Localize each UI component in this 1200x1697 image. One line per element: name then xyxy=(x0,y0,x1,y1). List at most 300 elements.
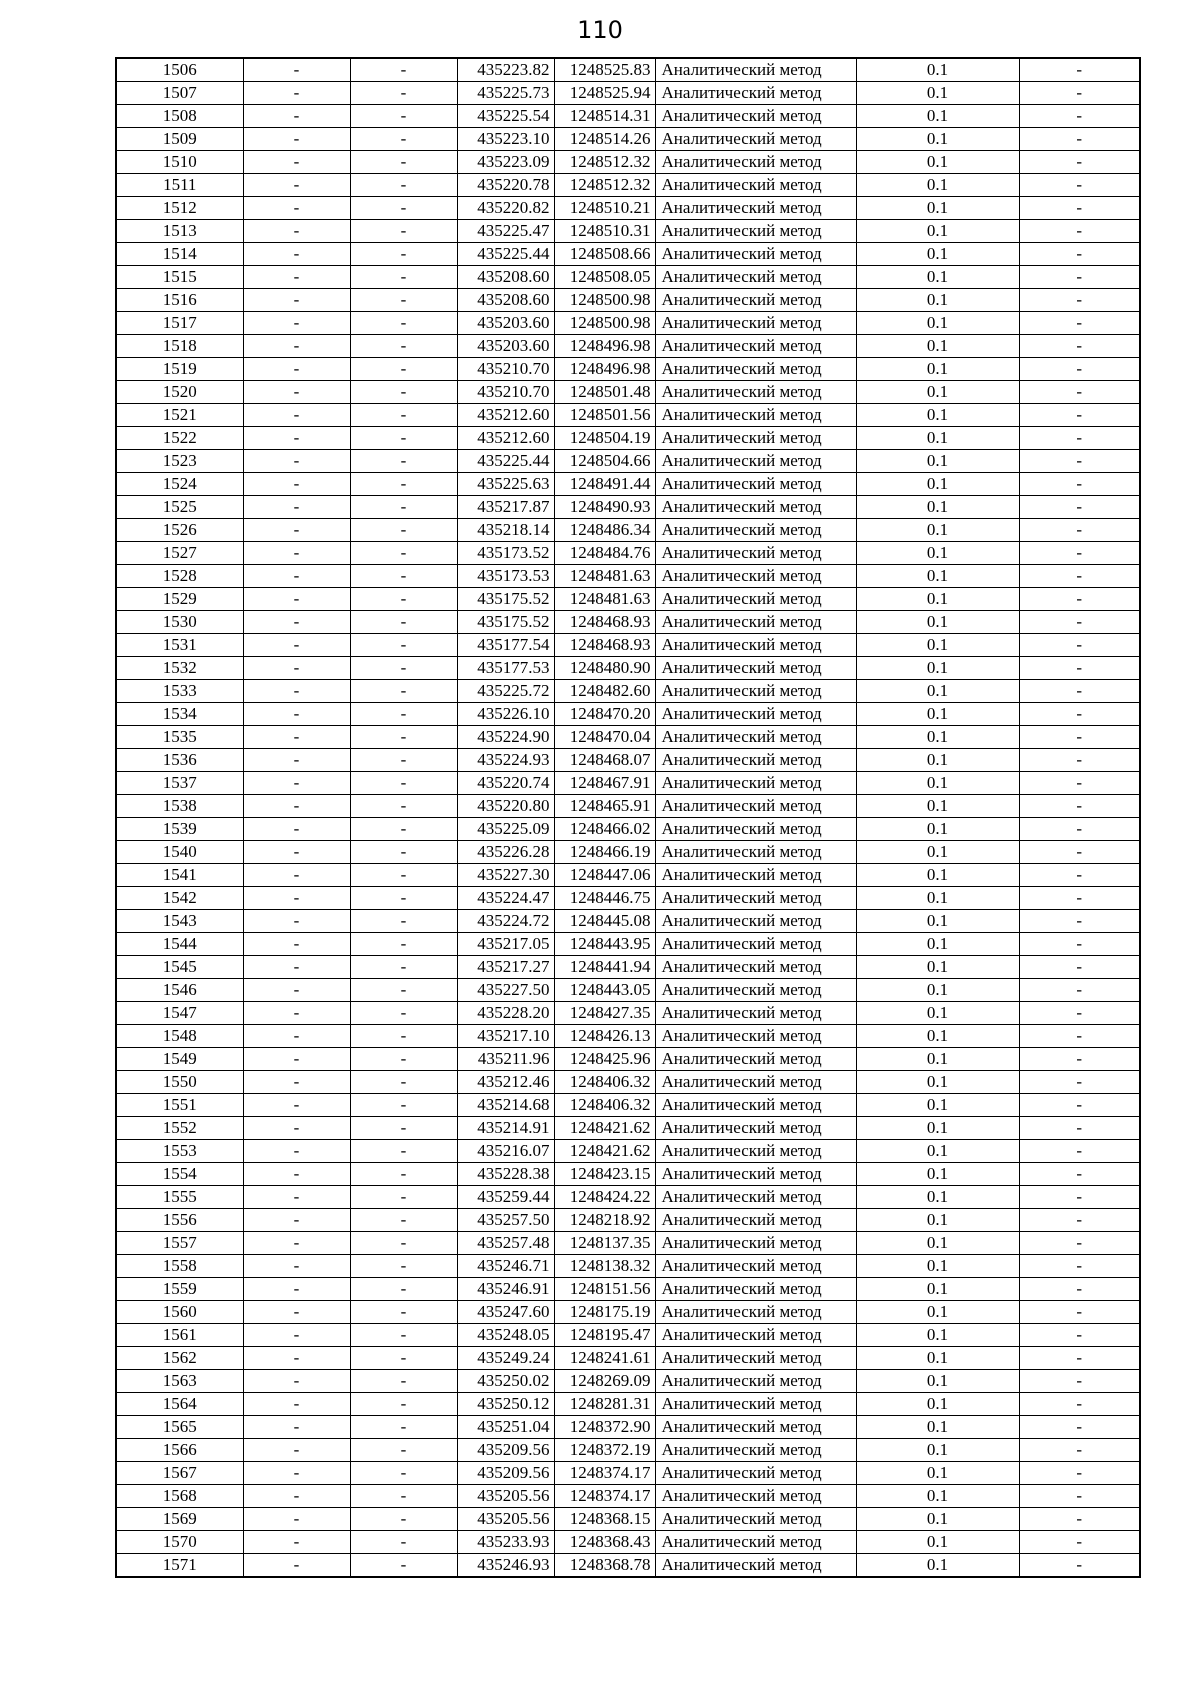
col3-cell: - xyxy=(350,1071,457,1094)
y-coordinate-cell: 1248514.31 xyxy=(554,105,655,128)
col3-cell: - xyxy=(350,289,457,312)
table-row xyxy=(116,197,1140,220)
method-cell: Аналитический метод xyxy=(655,243,856,266)
y-coordinate-cell: 1248496.98 xyxy=(554,335,655,358)
accuracy-cell: 0.1 xyxy=(856,289,1019,312)
point-number-cell: 1523 xyxy=(116,450,243,473)
accuracy-cell: 0.1 xyxy=(856,450,1019,473)
x-coordinate-cell: 435218.14 xyxy=(457,519,554,542)
last-col-cell: - xyxy=(1019,1186,1140,1209)
col2-cell: - xyxy=(243,473,350,496)
method-cell: Аналитический метод xyxy=(655,1370,856,1393)
last-col-cell: - xyxy=(1019,910,1140,933)
last-col-cell: - xyxy=(1019,519,1140,542)
col3-cell: - xyxy=(350,266,457,289)
last-col-cell: - xyxy=(1019,1485,1140,1508)
method-cell: Аналитический метод xyxy=(655,657,856,680)
last-col-cell: - xyxy=(1019,1301,1140,1324)
col2-cell: - xyxy=(243,1209,350,1232)
col3-cell: - xyxy=(350,1163,457,1186)
x-coordinate-cell: 435225.54 xyxy=(457,105,554,128)
accuracy-cell: 0.1 xyxy=(856,1117,1019,1140)
y-coordinate-cell: 1248468.07 xyxy=(554,749,655,772)
y-coordinate-cell: 1248441.94 xyxy=(554,956,655,979)
table-row xyxy=(116,335,1140,358)
last-col-cell: - xyxy=(1019,1508,1140,1531)
x-coordinate-cell: 435226.28 xyxy=(457,841,554,864)
method-cell: Аналитический метод xyxy=(655,818,856,841)
last-col-cell: - xyxy=(1019,772,1140,795)
y-coordinate-cell: 1248368.78 xyxy=(554,1554,655,1578)
col2-cell: - xyxy=(243,312,350,335)
point-number-cell: 1534 xyxy=(116,703,243,726)
table-row xyxy=(116,1485,1140,1508)
accuracy-cell: 0.1 xyxy=(856,58,1019,82)
col3-cell: - xyxy=(350,197,457,220)
last-col-cell: - xyxy=(1019,795,1140,818)
col3-cell: - xyxy=(350,1462,457,1485)
col3-cell: - xyxy=(350,910,457,933)
point-number-cell: 1517 xyxy=(116,312,243,335)
x-coordinate-cell: 435224.47 xyxy=(457,887,554,910)
y-coordinate-cell: 1248151.56 xyxy=(554,1278,655,1301)
accuracy-cell: 0.1 xyxy=(856,588,1019,611)
table-row xyxy=(116,542,1140,565)
last-col-cell: - xyxy=(1019,680,1140,703)
method-cell: Аналитический метод xyxy=(655,956,856,979)
method-cell: Аналитический метод xyxy=(655,197,856,220)
col2-cell: - xyxy=(243,1163,350,1186)
accuracy-cell: 0.1 xyxy=(856,1531,1019,1554)
col3-cell: - xyxy=(350,404,457,427)
accuracy-cell: 0.1 xyxy=(856,1508,1019,1531)
accuracy-cell: 0.1 xyxy=(856,1347,1019,1370)
y-coordinate-cell: 1248481.63 xyxy=(554,588,655,611)
col2-cell: - xyxy=(243,335,350,358)
col2-cell: - xyxy=(243,772,350,795)
last-col-cell: - xyxy=(1019,1393,1140,1416)
x-coordinate-cell: 435175.52 xyxy=(457,588,554,611)
table-row xyxy=(116,243,1140,266)
table-row xyxy=(116,1347,1140,1370)
accuracy-cell: 0.1 xyxy=(856,1255,1019,1278)
table-row xyxy=(116,1370,1140,1393)
accuracy-cell: 0.1 xyxy=(856,565,1019,588)
col3-cell: - xyxy=(350,128,457,151)
col2-cell: - xyxy=(243,611,350,634)
method-cell: Аналитический метод xyxy=(655,611,856,634)
col3-cell: - xyxy=(350,1554,457,1578)
last-col-cell: - xyxy=(1019,1117,1140,1140)
last-col-cell: - xyxy=(1019,1232,1140,1255)
last-col-cell: - xyxy=(1019,1439,1140,1462)
x-coordinate-cell: 435257.48 xyxy=(457,1232,554,1255)
col3-cell: - xyxy=(350,1002,457,1025)
col3-cell: - xyxy=(350,611,457,634)
point-number-cell: 1559 xyxy=(116,1278,243,1301)
col2-cell: - xyxy=(243,1462,350,1485)
method-cell: Аналитический метод xyxy=(655,1209,856,1232)
col2-cell: - xyxy=(243,519,350,542)
point-number-cell: 1562 xyxy=(116,1347,243,1370)
point-number-cell: 1552 xyxy=(116,1117,243,1140)
last-col-cell: - xyxy=(1019,58,1140,82)
method-cell: Аналитический метод xyxy=(655,1163,856,1186)
col3-cell: - xyxy=(350,1117,457,1140)
table-row xyxy=(116,289,1140,312)
point-number-cell: 1548 xyxy=(116,1025,243,1048)
col2-cell: - xyxy=(243,496,350,519)
accuracy-cell: 0.1 xyxy=(856,1485,1019,1508)
y-coordinate-cell: 1248368.15 xyxy=(554,1508,655,1531)
method-cell: Аналитический метод xyxy=(655,1462,856,1485)
x-coordinate-cell: 435251.04 xyxy=(457,1416,554,1439)
accuracy-cell: 0.1 xyxy=(856,1370,1019,1393)
table-row xyxy=(116,1117,1140,1140)
last-col-cell: - xyxy=(1019,611,1140,634)
x-coordinate-cell: 435177.54 xyxy=(457,634,554,657)
col2-cell: - xyxy=(243,565,350,588)
point-number-cell: 1549 xyxy=(116,1048,243,1071)
x-coordinate-cell: 435205.56 xyxy=(457,1508,554,1531)
point-number-cell: 1532 xyxy=(116,657,243,680)
accuracy-cell: 0.1 xyxy=(856,519,1019,542)
table-row xyxy=(116,220,1140,243)
last-col-cell: - xyxy=(1019,381,1140,404)
method-cell: Аналитический метод xyxy=(655,864,856,887)
method-cell: Аналитический метод xyxy=(655,266,856,289)
accuracy-cell: 0.1 xyxy=(856,1324,1019,1347)
accuracy-cell: 0.1 xyxy=(856,105,1019,128)
table-row xyxy=(116,105,1140,128)
accuracy-cell: 0.1 xyxy=(856,1232,1019,1255)
table-row xyxy=(116,450,1140,473)
y-coordinate-cell: 1248466.19 xyxy=(554,841,655,864)
accuracy-cell: 0.1 xyxy=(856,381,1019,404)
x-coordinate-cell: 435203.60 xyxy=(457,312,554,335)
col2-cell: - xyxy=(243,680,350,703)
point-number-cell: 1506 xyxy=(116,58,243,82)
col2-cell: - xyxy=(243,1347,350,1370)
y-coordinate-cell: 1248443.95 xyxy=(554,933,655,956)
accuracy-cell: 0.1 xyxy=(856,1071,1019,1094)
last-col-cell: - xyxy=(1019,1370,1140,1393)
col2-cell: - xyxy=(243,1048,350,1071)
point-number-cell: 1540 xyxy=(116,841,243,864)
col3-cell: - xyxy=(350,1255,457,1278)
method-cell: Аналитический метод xyxy=(655,910,856,933)
table-row xyxy=(116,703,1140,726)
col2-cell: - xyxy=(243,1531,350,1554)
accuracy-cell: 0.1 xyxy=(856,312,1019,335)
point-number-cell: 1513 xyxy=(116,220,243,243)
col2-cell: - xyxy=(243,266,350,289)
point-number-cell: 1568 xyxy=(116,1485,243,1508)
x-coordinate-cell: 435227.50 xyxy=(457,979,554,1002)
point-number-cell: 1524 xyxy=(116,473,243,496)
method-cell: Аналитический метод xyxy=(655,1531,856,1554)
method-cell: Аналитический метод xyxy=(655,312,856,335)
accuracy-cell: 0.1 xyxy=(856,703,1019,726)
method-cell: Аналитический метод xyxy=(655,1117,856,1140)
point-number-cell: 1551 xyxy=(116,1094,243,1117)
table-row xyxy=(116,381,1140,404)
last-col-cell: - xyxy=(1019,1324,1140,1347)
method-cell: Аналитический метод xyxy=(655,1347,856,1370)
y-coordinate-cell: 1248501.56 xyxy=(554,404,655,427)
point-number-cell: 1531 xyxy=(116,634,243,657)
y-coordinate-cell: 1248241.61 xyxy=(554,1347,655,1370)
col3-cell: - xyxy=(350,542,457,565)
accuracy-cell: 0.1 xyxy=(856,197,1019,220)
col2-cell: - xyxy=(243,956,350,979)
accuracy-cell: 0.1 xyxy=(856,657,1019,680)
method-cell: Аналитический метод xyxy=(655,565,856,588)
col3-cell: - xyxy=(350,634,457,657)
col3-cell: - xyxy=(350,1301,457,1324)
table-row xyxy=(116,312,1140,335)
last-col-cell: - xyxy=(1019,887,1140,910)
accuracy-cell: 0.1 xyxy=(856,473,1019,496)
x-coordinate-cell: 435220.82 xyxy=(457,197,554,220)
last-col-cell: - xyxy=(1019,565,1140,588)
last-col-cell: - xyxy=(1019,404,1140,427)
y-coordinate-cell: 1248372.19 xyxy=(554,1439,655,1462)
col3-cell: - xyxy=(350,519,457,542)
x-coordinate-cell: 435210.70 xyxy=(457,358,554,381)
x-coordinate-cell: 435220.78 xyxy=(457,174,554,197)
x-coordinate-cell: 435226.10 xyxy=(457,703,554,726)
y-coordinate-cell: 1248374.17 xyxy=(554,1462,655,1485)
point-number-cell: 1546 xyxy=(116,979,243,1002)
table-row xyxy=(116,864,1140,887)
x-coordinate-cell: 435212.60 xyxy=(457,404,554,427)
table-row xyxy=(116,933,1140,956)
method-cell: Аналитический метод xyxy=(655,1324,856,1347)
col3-cell: - xyxy=(350,657,457,680)
x-coordinate-cell: 435217.27 xyxy=(457,956,554,979)
point-number-cell: 1507 xyxy=(116,82,243,105)
table-row xyxy=(116,588,1140,611)
y-coordinate-cell: 1248281.31 xyxy=(554,1393,655,1416)
y-coordinate-cell: 1248269.09 xyxy=(554,1370,655,1393)
accuracy-cell: 0.1 xyxy=(856,1554,1019,1578)
method-cell: Аналитический метод xyxy=(655,220,856,243)
accuracy-cell: 0.1 xyxy=(856,1002,1019,1025)
y-coordinate-cell: 1248445.08 xyxy=(554,910,655,933)
method-cell: Аналитический метод xyxy=(655,542,856,565)
point-number-cell: 1569 xyxy=(116,1508,243,1531)
col3-cell: - xyxy=(350,58,457,82)
method-cell: Аналитический метод xyxy=(655,1554,856,1578)
col3-cell: - xyxy=(350,1531,457,1554)
point-number-cell: 1509 xyxy=(116,128,243,151)
table-row xyxy=(116,358,1140,381)
col2-cell: - xyxy=(243,933,350,956)
table-row xyxy=(116,841,1140,864)
point-number-cell: 1543 xyxy=(116,910,243,933)
col3-cell: - xyxy=(350,956,457,979)
method-cell: Аналитический метод xyxy=(655,289,856,312)
x-coordinate-cell: 435250.02 xyxy=(457,1370,554,1393)
last-col-cell: - xyxy=(1019,105,1140,128)
col2-cell: - xyxy=(243,1508,350,1531)
col2-cell: - xyxy=(243,1393,350,1416)
accuracy-cell: 0.1 xyxy=(856,542,1019,565)
col3-cell: - xyxy=(350,1278,457,1301)
col2-cell: - xyxy=(243,1186,350,1209)
accuracy-cell: 0.1 xyxy=(856,864,1019,887)
method-cell: Аналитический метод xyxy=(655,703,856,726)
coordinates-table xyxy=(115,57,1141,1578)
method-cell: Аналитический метод xyxy=(655,450,856,473)
last-col-cell: - xyxy=(1019,1554,1140,1578)
x-coordinate-cell: 435208.60 xyxy=(457,289,554,312)
accuracy-cell: 0.1 xyxy=(856,680,1019,703)
method-cell: Аналитический метод xyxy=(655,1186,856,1209)
y-coordinate-cell: 1248406.32 xyxy=(554,1094,655,1117)
x-coordinate-cell: 435220.80 xyxy=(457,795,554,818)
col3-cell: - xyxy=(350,381,457,404)
y-coordinate-cell: 1248500.98 xyxy=(554,289,655,312)
last-col-cell: - xyxy=(1019,979,1140,1002)
point-number-cell: 1521 xyxy=(116,404,243,427)
table-row xyxy=(116,818,1140,841)
y-coordinate-cell: 1248424.22 xyxy=(554,1186,655,1209)
method-cell: Аналитический метод xyxy=(655,1094,856,1117)
col2-cell: - xyxy=(243,1255,350,1278)
point-number-cell: 1561 xyxy=(116,1324,243,1347)
y-coordinate-cell: 1248470.20 xyxy=(554,703,655,726)
point-number-cell: 1545 xyxy=(116,956,243,979)
last-col-cell: - xyxy=(1019,1163,1140,1186)
col3-cell: - xyxy=(350,1485,457,1508)
x-coordinate-cell: 435225.72 xyxy=(457,680,554,703)
point-number-cell: 1515 xyxy=(116,266,243,289)
col2-cell: - xyxy=(243,542,350,565)
col3-cell: - xyxy=(350,450,457,473)
y-coordinate-cell: 1248500.98 xyxy=(554,312,655,335)
accuracy-cell: 0.1 xyxy=(856,496,1019,519)
col3-cell: - xyxy=(350,496,457,519)
last-col-cell: - xyxy=(1019,450,1140,473)
table-row xyxy=(116,496,1140,519)
last-col-cell: - xyxy=(1019,1209,1140,1232)
y-coordinate-cell: 1248468.93 xyxy=(554,611,655,634)
col3-cell: - xyxy=(350,1048,457,1071)
x-coordinate-cell: 435249.24 xyxy=(457,1347,554,1370)
point-number-cell: 1522 xyxy=(116,427,243,450)
col3-cell: - xyxy=(350,680,457,703)
y-coordinate-cell: 1248525.83 xyxy=(554,58,655,82)
method-cell: Аналитический метод xyxy=(655,1071,856,1094)
accuracy-cell: 0.1 xyxy=(856,151,1019,174)
col2-cell: - xyxy=(243,1117,350,1140)
y-coordinate-cell: 1248508.05 xyxy=(554,266,655,289)
last-col-cell: - xyxy=(1019,1278,1140,1301)
x-coordinate-cell: 435248.05 xyxy=(457,1324,554,1347)
last-col-cell: - xyxy=(1019,1255,1140,1278)
x-coordinate-cell: 435209.56 xyxy=(457,1462,554,1485)
y-coordinate-cell: 1248470.04 xyxy=(554,726,655,749)
col3-cell: - xyxy=(350,841,457,864)
y-coordinate-cell: 1248423.15 xyxy=(554,1163,655,1186)
last-col-cell: - xyxy=(1019,220,1140,243)
last-col-cell: - xyxy=(1019,703,1140,726)
table-row xyxy=(116,979,1140,1002)
y-coordinate-cell: 1248443.05 xyxy=(554,979,655,1002)
table-row xyxy=(116,1301,1140,1324)
y-coordinate-cell: 1248484.76 xyxy=(554,542,655,565)
col2-cell: - xyxy=(243,289,350,312)
point-number-cell: 1510 xyxy=(116,151,243,174)
method-cell: Аналитический метод xyxy=(655,1140,856,1163)
col2-cell: - xyxy=(243,1485,350,1508)
table-row xyxy=(116,1071,1140,1094)
x-coordinate-cell: 435228.20 xyxy=(457,1002,554,1025)
col2-cell: - xyxy=(243,220,350,243)
method-cell: Аналитический метод xyxy=(655,795,856,818)
point-number-cell: 1512 xyxy=(116,197,243,220)
method-cell: Аналитический метод xyxy=(655,887,856,910)
method-cell: Аналитический метод xyxy=(655,174,856,197)
accuracy-cell: 0.1 xyxy=(856,1301,1019,1324)
x-coordinate-cell: 435225.44 xyxy=(457,243,554,266)
last-col-cell: - xyxy=(1019,335,1140,358)
method-cell: Аналитический метод xyxy=(655,841,856,864)
point-number-cell: 1567 xyxy=(116,1462,243,1485)
col2-cell: - xyxy=(243,703,350,726)
col3-cell: - xyxy=(350,105,457,128)
x-coordinate-cell: 435246.91 xyxy=(457,1278,554,1301)
y-coordinate-cell: 1248481.63 xyxy=(554,565,655,588)
last-col-cell: - xyxy=(1019,266,1140,289)
point-number-cell: 1537 xyxy=(116,772,243,795)
method-cell: Аналитический метод xyxy=(655,1255,856,1278)
point-number-cell: 1554 xyxy=(116,1163,243,1186)
x-coordinate-cell: 435220.74 xyxy=(457,772,554,795)
table-row xyxy=(116,565,1140,588)
table-body xyxy=(116,58,1140,1577)
col3-cell: - xyxy=(350,1416,457,1439)
accuracy-cell: 0.1 xyxy=(856,174,1019,197)
method-cell: Аналитический метод xyxy=(655,1485,856,1508)
accuracy-cell: 0.1 xyxy=(856,1163,1019,1186)
y-coordinate-cell: 1248421.62 xyxy=(554,1140,655,1163)
col2-cell: - xyxy=(243,1554,350,1578)
accuracy-cell: 0.1 xyxy=(856,243,1019,266)
table-row xyxy=(116,1416,1140,1439)
col3-cell: - xyxy=(350,312,457,335)
last-col-cell: - xyxy=(1019,289,1140,312)
accuracy-cell: 0.1 xyxy=(856,1416,1019,1439)
col2-cell: - xyxy=(243,1416,350,1439)
col2-cell: - xyxy=(243,1002,350,1025)
x-coordinate-cell: 435225.44 xyxy=(457,450,554,473)
method-cell: Аналитический метод xyxy=(655,588,856,611)
col3-cell: - xyxy=(350,1508,457,1531)
accuracy-cell: 0.1 xyxy=(856,979,1019,1002)
accuracy-cell: 0.1 xyxy=(856,956,1019,979)
table-row xyxy=(116,427,1140,450)
table-row xyxy=(116,1094,1140,1117)
x-coordinate-cell: 435225.47 xyxy=(457,220,554,243)
col2-cell: - xyxy=(243,128,350,151)
method-cell: Аналитический метод xyxy=(655,1025,856,1048)
point-number-cell: 1520 xyxy=(116,381,243,404)
last-col-cell: - xyxy=(1019,1002,1140,1025)
table-row xyxy=(116,910,1140,933)
